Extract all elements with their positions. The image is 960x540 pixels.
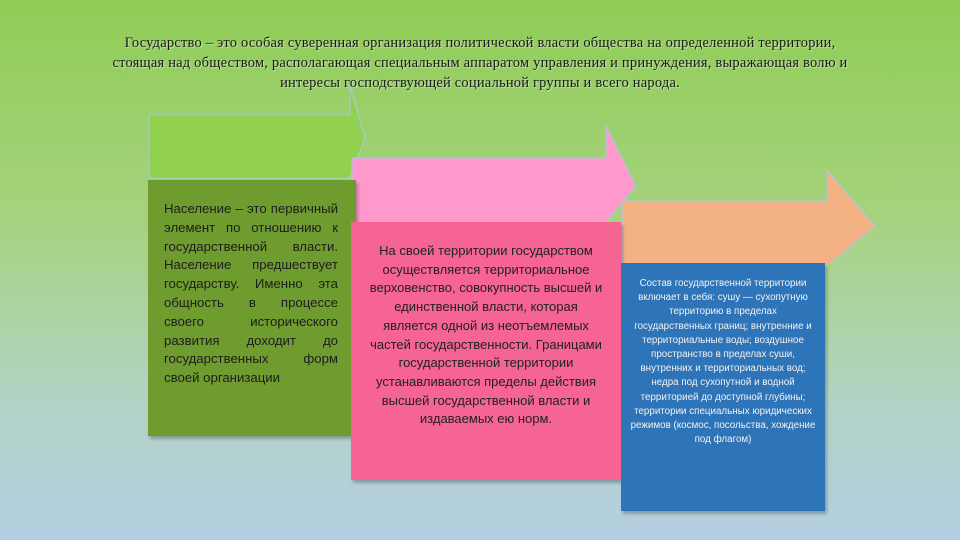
pink-arrow-shape	[348, 122, 643, 226]
supremacy-text: На своей территории государством осуществляется территориальное верховенство, совокупность высшей и единственной власти, которая является одной из неотъемлемых частей государственности. Границами государственной территории устанавливаются пределы действия высшей государственной власти и издаваемых ею норм.	[369, 243, 603, 427]
orange-arrow-shape	[618, 166, 880, 270]
population-box	[148, 180, 356, 436]
territory-text: Состав государственной территории включает в себя: сушу — сухопутную территорию в пределах государственных границ; внутренние и территориальные воды; воздушное пространство в пределах суши, внутренних и территориальных вод; недра под сухопутной и водной территорией до доступной глубины; территории специальных юридических режимов (космос, посольства, хождение под флагом)	[630, 278, 816, 446]
definition-title: Государство – это особая суверенная организация политической власти общества на определенной территории, стоящая над обществом, располагающая специальным аппаратом управления и принуждения, выражающая волю и интересы господствующей социальной группы и всего народа.	[112, 35, 848, 91]
population-text: Население – это первичный элемент по отношению к государственной власти. Население предшествует государству. Именно эта общность в процессе своего исторического развития доходит до государственных форм своей организации	[164, 201, 338, 386]
territory-box	[621, 263, 825, 511]
green-arrow-shape	[145, 78, 370, 182]
supremacy-box	[351, 222, 621, 480]
